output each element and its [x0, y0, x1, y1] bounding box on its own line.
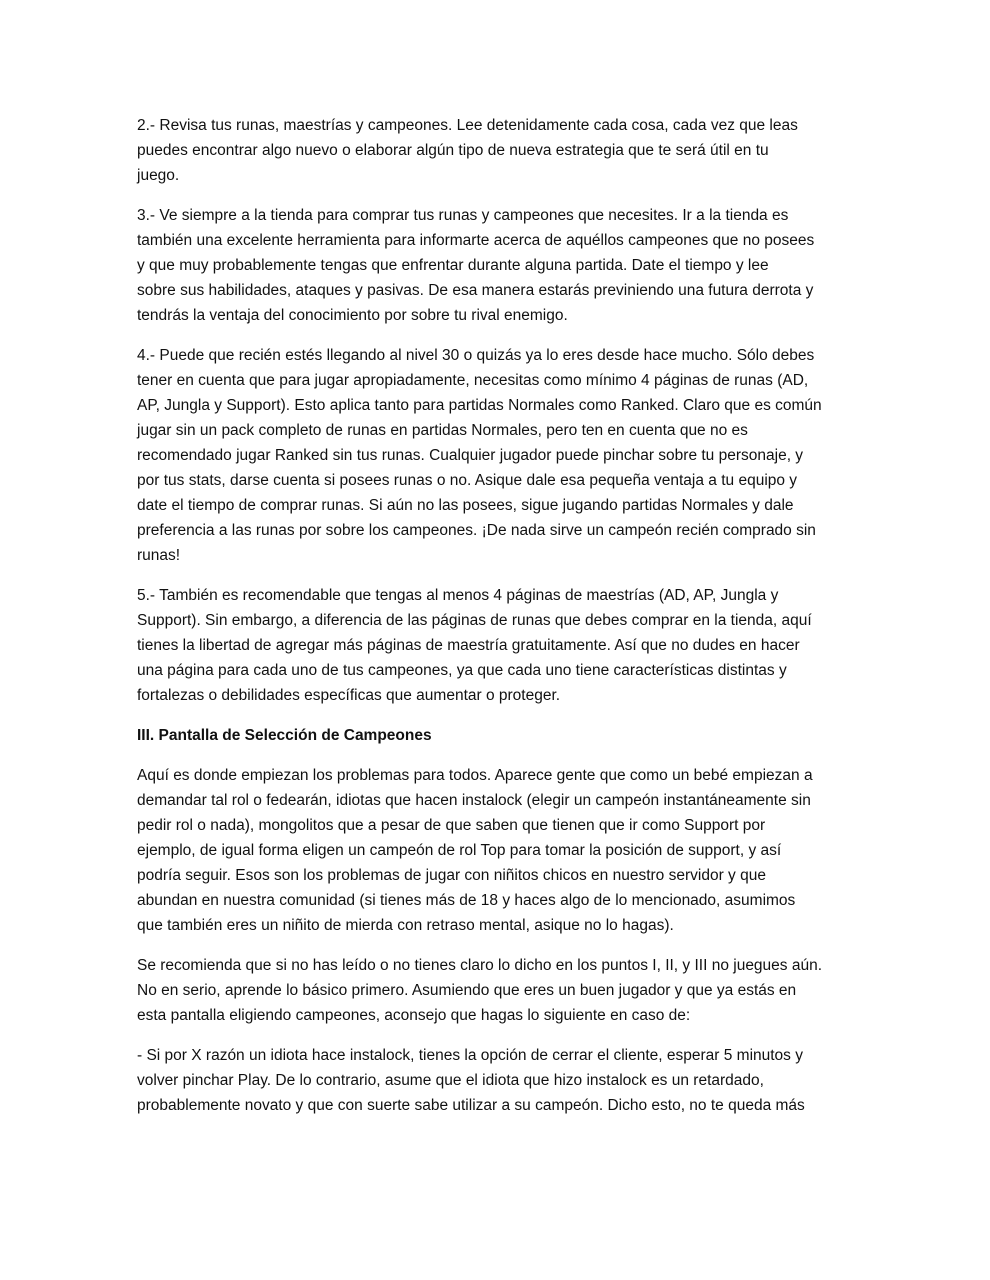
text-line: Support). Sin embargo, a diferencia de las páginas de runas que debes comprar en la tienda, aquí	[137, 612, 812, 629]
text-line: ejemplo, de igual forma eligen un campeón de rol Top para tomar la posición de support, y así	[137, 842, 782, 859]
text-line: demandar tal rol o fedearán, idiotas que hacen instalock (elegir un campeón instantáneamente sin	[137, 792, 811, 809]
section-heading	[137, 723, 853, 748]
text-line: No en serio, aprende lo básico primero. Asumiendo que eres un buen jugador y que ya estás en	[137, 982, 797, 999]
document-page	[137, 113, 853, 1133]
text-line: fortalezas o debilidades específicas que aumentar o proteger.	[137, 687, 561, 704]
text-line: abundan en nuestra comunidad (si tienes más de 18 y haces algo de lo mencionado, asumimos	[137, 892, 796, 909]
text-line: jugar sin un pack completo de runas en partidas Normales, pero ten en cuenta que no es	[137, 422, 748, 439]
text-line: III. Pantalla de Selección de Campeones	[137, 727, 432, 744]
text-line: por tus stats, darse cuenta si posees runas o no. Asique dale esa pequeña ventaja a tu equipo y	[137, 472, 798, 489]
paragraph	[137, 113, 853, 188]
paragraph	[137, 343, 853, 568]
text-line: puedes encontrar algo nuevo o elaborar algún tipo de nueva estrategia que te será útil en tu	[137, 142, 769, 159]
text-line: 2.- Revisa tus runas, maestrías y campeones. Lee detenidamente cada cosa, cada vez que leas	[137, 117, 798, 134]
paragraph	[137, 583, 853, 708]
text-line: 4.- Puede que recién estés llegando al nivel 30 o quizás ya lo eres desde hace mucho. Sólo debes	[137, 347, 815, 364]
text-line: una página para cada uno de tus campeones, ya que cada uno tiene características distintas y	[137, 662, 787, 679]
text-line: tienes la libertad de agregar más páginas de maestría gratuitamente. Así que no dudes en hacer	[137, 637, 800, 654]
text-line: tendrás la ventaja del conocimiento por sobre tu rival enemigo.	[137, 307, 568, 324]
text-line: y que muy probablemente tengas que enfrentar durante alguna partida. Date el tiempo y lee	[137, 257, 769, 274]
document-body	[137, 113, 853, 1118]
text-line: juego.	[137, 167, 180, 184]
text-line: que también eres un niñito de mierda con retraso mental, asique no lo hagas).	[137, 917, 674, 934]
text-line: 3.- Ve siempre a la tienda para comprar tus runas y campeones que necesites. Ir a la tienda es	[137, 207, 789, 224]
paragraph	[137, 1043, 853, 1118]
text-line: sobre sus habilidades, ataques y pasivas. De esa manera estarás previniendo una futura derrota y	[137, 282, 814, 299]
paragraph	[137, 763, 853, 938]
text-line: recomendado jugar Ranked sin tus runas. Cualquier jugador puede pinchar sobre tu personaje, y	[137, 447, 804, 464]
text-line: runas!	[137, 547, 181, 564]
text-line: - Si por X razón un idiota hace instalock, tienes la opción de cerrar el cliente, esperar 5 minutos y	[137, 1047, 803, 1064]
text-line: Aquí es donde empiezan los problemas para todos. Aparece gente que como un bebé empiezan a	[137, 767, 813, 784]
text-line: probablemente novato y que con suerte sabe utilizar a su campeón. Dicho esto, no te queda más	[137, 1097, 805, 1114]
text-line: volver pinchar Play. De lo contrario, asume que el idiota que hizo instalock es un retardado,	[137, 1072, 764, 1089]
text-line: 5.- También es recomendable que tengas al menos 4 páginas de maestrías (AD, AP, Jungla y	[137, 587, 779, 604]
text-line: podría seguir. Esos son los problemas de jugar con niñitos chicos en nuestro servidor y que	[137, 867, 766, 884]
text-line: AP, Jungla y Support). Esto aplica tanto para partidas Normales como Ranked. Claro que es común	[137, 397, 822, 414]
text-line: pedir rol o nada), mongolitos que a pesar de que saben que tienen que ir como Support por	[137, 817, 766, 834]
paragraph	[137, 203, 853, 328]
text-line: esta pantalla eligiendo campeones, aconsejo que hagas lo siguiente en caso de:	[137, 1007, 691, 1024]
text-line: Se recomienda que si no has leído o no tienes claro lo dicho en los puntos I, II, y III no juegues aún.	[137, 957, 823, 974]
text-line: también una excelente herramienta para informarte acerca de aquéllos campeones que no posees	[137, 232, 815, 249]
text-line: preferencia a las runas por sobre los campeones. ¡De nada sirve un campeón recién comprado sin	[137, 522, 816, 539]
text-line: tener en cuenta que para jugar apropiadamente, necesitas como mínimo 4 páginas de runas (AD,	[137, 372, 809, 389]
text-line: date el tiempo de comprar runas. Si aún no las posees, sigue jugando partidas Normales y dale	[137, 497, 794, 514]
paragraph	[137, 953, 853, 1028]
